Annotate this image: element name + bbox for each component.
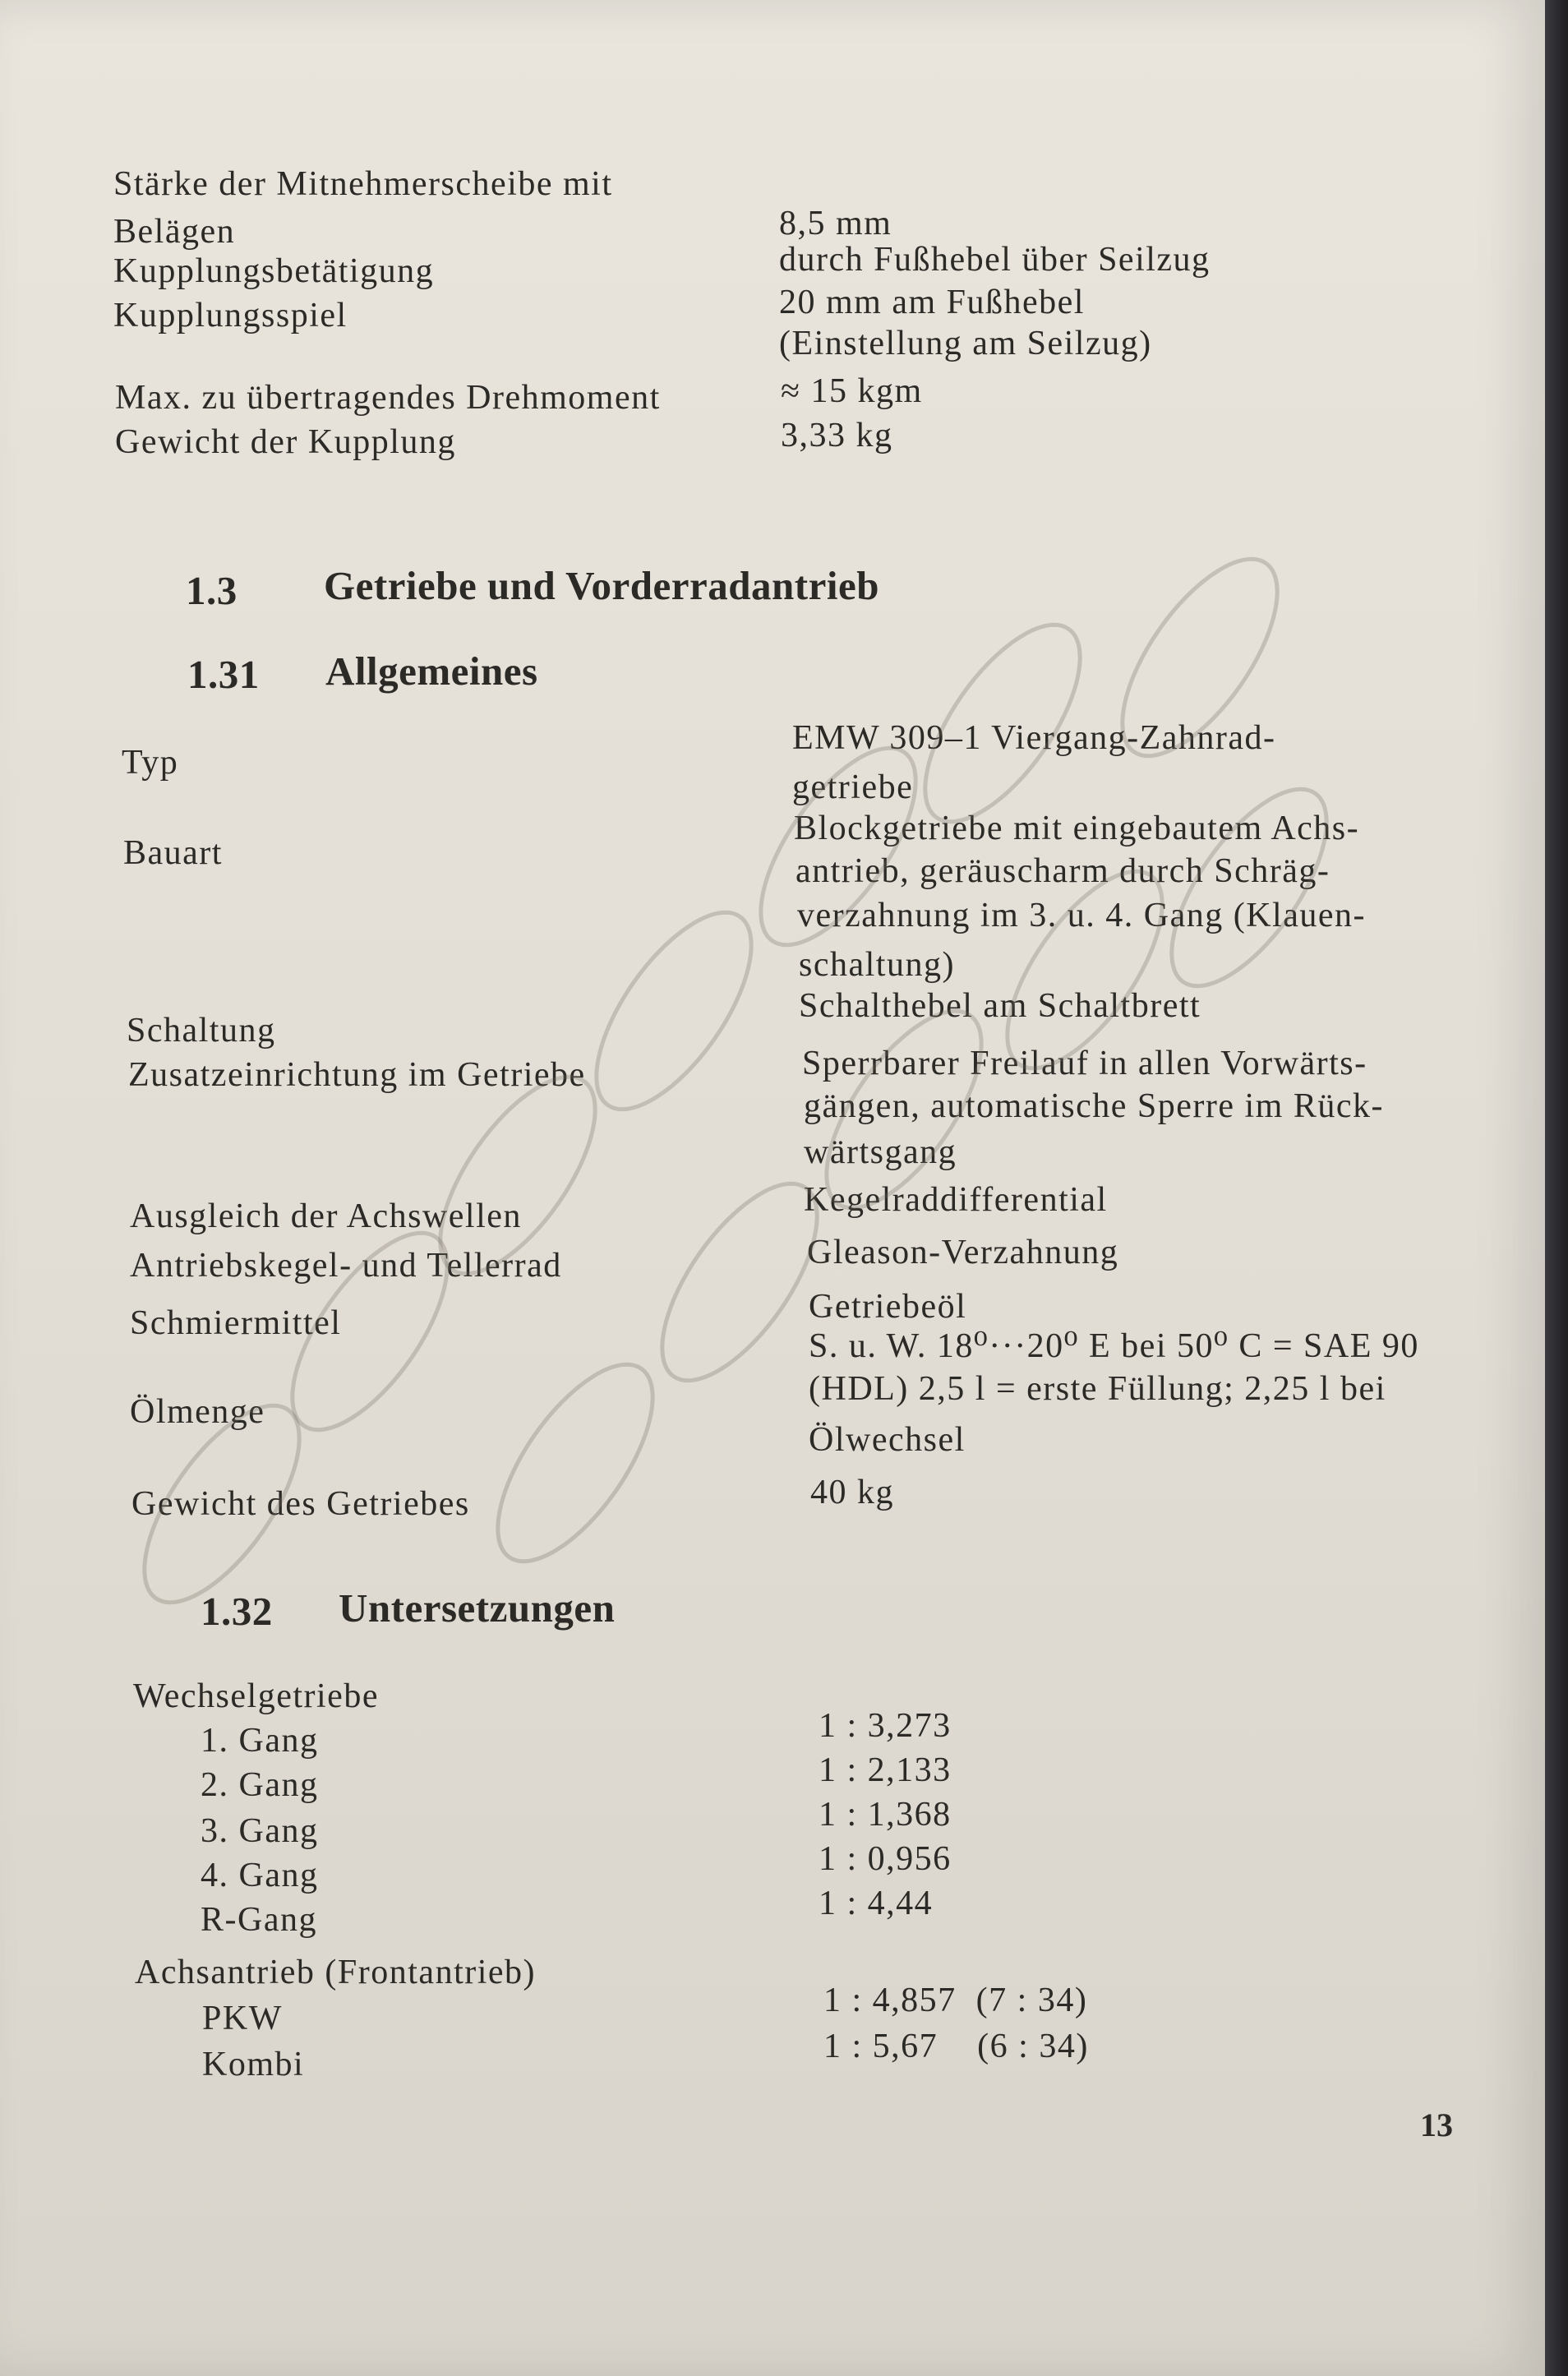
label-mitnehmerscheibe-1: Stärke der Mitnehmerscheibe mit	[113, 165, 613, 203]
label-typ: Typ	[122, 744, 179, 782]
label-achsantrieb: Achsantrieb (Frontantrieb)	[135, 1954, 537, 1991]
value-gewicht-kupplung: 3,33 kg	[781, 417, 893, 454]
section-title-1-31: Allgemeines	[325, 648, 538, 694]
value-bauart-1: Blockgetriebe mit eingebautem Achs‐	[794, 810, 1360, 847]
value-oelmenge-2: Ölwechsel	[809, 1421, 966, 1459]
value-typ-2: getriebe	[792, 768, 914, 806]
label-oelmenge: Ölmenge	[130, 1393, 265, 1431]
section-number-1-31: 1.31	[187, 652, 260, 697]
label-kupplungsbetaetigung: Kupplungsbetätigung	[113, 252, 435, 290]
gear-label-r: R‐Gang	[201, 1901, 317, 1939]
value-zusatzeinrichtung-2: gängen, automatische Sperre im Rück‐	[804, 1087, 1384, 1125]
value-oelmenge-1: (HDL) 2,5 l = erste Füllung; 2,25 l bei	[809, 1370, 1386, 1408]
label-gewicht-getriebe: Gewicht des Getriebes	[131, 1485, 470, 1523]
value-bauart-2: antrieb, geräuscharm durch Schräg‐	[796, 852, 1330, 890]
label-schaltung: Schaltung	[127, 1012, 276, 1050]
label-gewicht-kupplung: Gewicht der Kupplung	[115, 423, 456, 461]
gear-label-3: 3. Gang	[201, 1812, 319, 1850]
value-kupplungsspiel-2: (Einstellung am Seilzug)	[779, 325, 1152, 362]
value-kupplungsbetaetigung: durch Fußhebel über Seilzug	[779, 241, 1211, 279]
value-ausgleich: Kegelraddifferential	[804, 1181, 1108, 1219]
achs-label-kombi: Kombi	[202, 2046, 305, 2083]
label-antriebskegel: Antriebskegel‐ und Tellerrad	[130, 1247, 562, 1285]
label-wechselgetriebe: Wechselgetriebe	[133, 1677, 379, 1715]
label-zusatzeinrichtung: Zusatzeinrichtung im Getriebe	[128, 1056, 586, 1094]
section-number-1-3: 1.3	[186, 568, 238, 613]
gear-label-2: 2. Gang	[201, 1766, 319, 1804]
section-title-1-32: Untersetzungen	[339, 1585, 616, 1631]
value-bauart-3: verzahnung im 3. u. 4. Gang (Klauen‐	[797, 897, 1366, 934]
page-number: 13	[1420, 2106, 1453, 2143]
gear-value-2: 1 : 2,133	[819, 1751, 952, 1789]
value-schmiermittel-1: Getriebeöl	[809, 1288, 967, 1326]
label-drehmoment: Max. zu übertragendes Drehmoment	[115, 379, 661, 417]
value-typ-1: EMW 309–1 Viergang‐Zahnrad‐	[792, 719, 1276, 757]
section-number-1-32: 1.32	[201, 1589, 273, 1634]
value-schaltung: Schalthebel am Schaltbrett	[799, 987, 1201, 1025]
section-title-1-3: Getriebe und Vorderradantrieb	[324, 563, 879, 608]
label-ausgleich: Ausgleich der Achswellen	[130, 1197, 522, 1235]
label-schmiermittel: Schmiermittel	[130, 1304, 342, 1342]
value-bauart-4: schaltung)	[799, 946, 955, 984]
value-zusatzeinrichtung-3: wärtsgang	[804, 1133, 957, 1171]
label-mitnehmerscheibe-2: Belägen	[113, 213, 236, 251]
page-edge-shadow	[1545, 0, 1568, 2376]
value-antriebskegel: Gleason‐Verzahnung	[807, 1234, 1119, 1271]
gear-value-4: 1 : 0,956	[819, 1840, 952, 1878]
label-bauart: Bauart	[123, 834, 223, 872]
gear-label-1: 1. Gang	[201, 1722, 319, 1760]
gear-value-3: 1 : 1,368	[819, 1796, 952, 1834]
watermark-stroke	[469, 1340, 682, 1585]
value-gewicht-getriebe: 40 kg	[810, 1474, 894, 1511]
value-zusatzeinrichtung-1: Sperrbarer Freilauf in allen Vorwärts‐	[802, 1045, 1367, 1082]
gear-label-4: 4. Gang	[201, 1857, 319, 1894]
achs-label-pkw: PKW	[202, 2000, 283, 2037]
achs-value-kombi: 1 : 5,67 (6 : 34)	[823, 2028, 1089, 2065]
value-kupplungsspiel-1: 20 mm am Fußhebel	[779, 284, 1085, 321]
achs-value-pkw: 1 : 4,857 (7 : 34)	[823, 1982, 1088, 2019]
gear-value-1: 1 : 3,273	[819, 1707, 952, 1745]
value-drehmoment: ≈ 15 kgm	[781, 372, 923, 410]
label-kupplungsspiel: Kupplungsspiel	[113, 297, 348, 334]
value-mitnehmerscheibe: 8,5 mm	[779, 205, 892, 242]
gear-value-r: 1 : 4,44	[819, 1885, 934, 1922]
value-schmiermittel-2: S. u. W. 18⁰···20⁰ E bei 50⁰ C = SAE 90	[809, 1327, 1419, 1365]
watermark-stroke	[568, 888, 781, 1133]
